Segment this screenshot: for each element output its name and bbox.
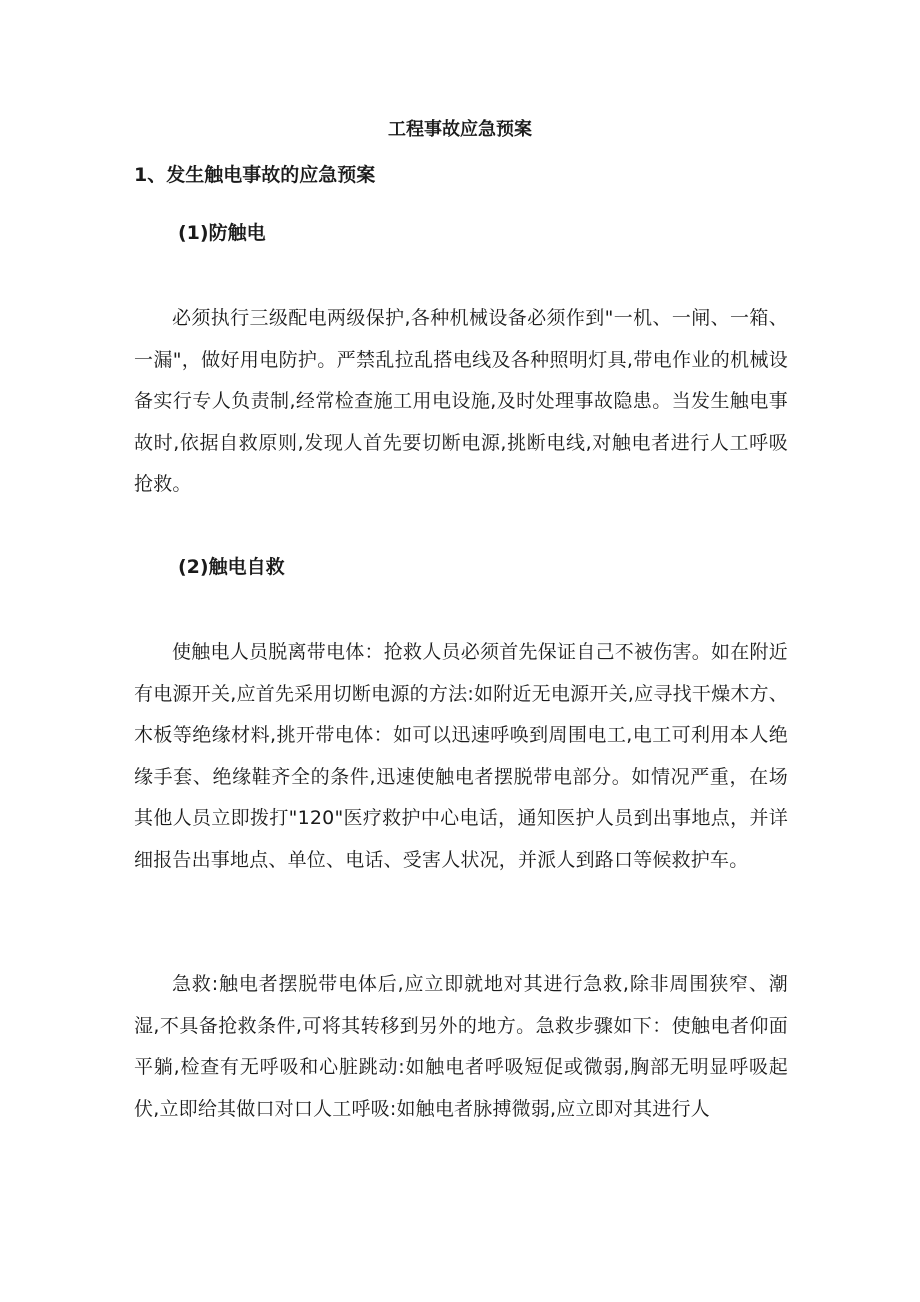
paragraph-detach-from-power: 使触电人员脱离带电体：抢救人员必须首先保证自己不被伤害。如在附近有电源开关,应首先采用切断电源的方法:如附近无电源开关,应寻找干燥木方、木板等绝缘材料,挑开带电体：如可以迅速呼唤到周围电工,电工可利用本人绝缘手套、绝缘鞋齐全的条件,迅速使触电者摆脱带电部分。如情况严重，在场其他人员立即拨打"120"医疗救护中心电话，通知医护人员到出事地点，并详细报告出事地点、单位、电话、受害人状况，并派人到路口等候救护车。 [134,641,788,871]
document-title: 工程事故应急预案 [388,119,532,140]
subheading-self-rescue: (2)触电自救 [178,556,285,578]
section-heading-electric-shock: 1、发生触电事故的应急预案 [134,164,376,186]
subheading-prevention: (1)防触电 [178,222,266,244]
paragraph-first-aid: 急救:触电者摆脱带电体后,应立即就地对其进行急救,除非周围狭窄、潮湿,不具备抢救条件,可将其转移到另外的地方。急救步骤如下：使触电者仰面平躺,检查有无呼吸和心脏跳动:如触电者呼吸短促或微弱,胸部无明显呼吸起伏,立即给其做口对口人工呼吸:如触电者脉搏微弱,应立即对其进行人 [134,973,788,1120]
paragraph-prevention: 必须执行三级配电两级保护,各种机械设备必须作到"一机、一闸、一箱、一漏"，做好用电防护。严禁乱拉乱搭电线及各种照明灯具,带电作业的机械设备实行专人负责制,经常检查施工用电设施,及时处理事故隐患。当发生触电事故时,依据自救原则,发现人首先要切断电源,挑断电线,对触电者进行人工呼吸抢救。 [134,307,788,495]
